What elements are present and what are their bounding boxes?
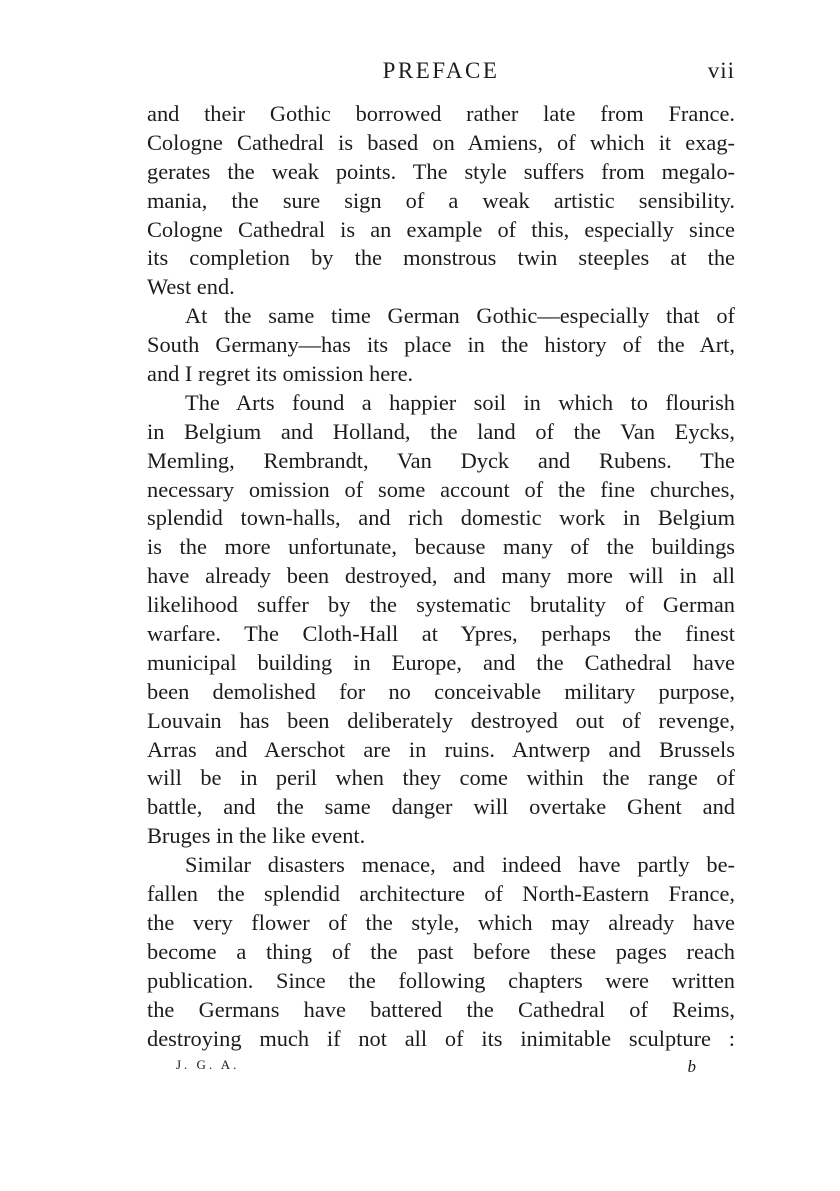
text-line: the Germans have battered the Cathedral of Reims, bbox=[147, 996, 735, 1022]
text-line: likelihood suffer by the systematic brutality of German bbox=[147, 592, 735, 618]
text-line: necessary omission of some account of the fine churches, bbox=[147, 476, 735, 502]
paragraph-start-line: The Arts found a happier soil in which to flourish bbox=[185, 389, 735, 415]
running-head bbox=[147, 58, 735, 88]
text-line: Arras and Aerschot are in ruins. Antwerp and Brussels bbox=[147, 736, 735, 762]
text-line: gerates the weak points. The style suffers from megalo- bbox=[147, 158, 735, 184]
text-line: Cologne Cathedral is an example of this, especially since bbox=[147, 216, 735, 242]
text-line: destroying much if not all of its inimitable sculpture : bbox=[147, 1025, 735, 1051]
text-line: splendid town-halls, and rich domestic work in Belgium bbox=[147, 505, 735, 531]
page-footer bbox=[176, 1057, 696, 1081]
text-line: and their Gothic borrowed rather late from France. bbox=[147, 101, 735, 126]
text-line: become a thing of the past before these pages reach bbox=[147, 938, 735, 964]
text-line: fallen the splendid architecture of North-Eastern France, bbox=[147, 881, 735, 907]
text-line: Bruges in the like event. bbox=[147, 823, 366, 849]
text-line: publication. Since the following chapters were written bbox=[147, 967, 735, 993]
text-line: West end. bbox=[147, 274, 235, 300]
text-line: mania, the sure sign of a weak artistic sensibility. bbox=[147, 187, 735, 213]
text-line: will be in peril when they come within the range of bbox=[147, 765, 735, 791]
body-text bbox=[147, 100, 735, 1053]
text-line: have already been destroyed, and many more will in all bbox=[147, 563, 735, 589]
text-line: been demolished for no conceivable military purpose, bbox=[147, 678, 735, 704]
text-line: in Belgium and Holland, the land of the Van Eycks, bbox=[147, 418, 735, 444]
text-line: is the more unfortunate, because many of the buildings bbox=[147, 534, 735, 560]
text-line: Cologne Cathedral is based on Amiens, of which it exag- bbox=[147, 129, 735, 155]
text-line: South Germany—has its place in the history of the Art, bbox=[147, 332, 735, 358]
sheet-signature-letter: b bbox=[687, 1057, 696, 1076]
text-line: municipal building in Europe, and the Cathedral have bbox=[147, 649, 735, 675]
text-line: warfare. The Cloth-Hall at Ypres, perhaps the finest bbox=[147, 621, 735, 647]
text-line: battle, and the same danger will overtake Ghent and bbox=[147, 794, 735, 820]
paragraph-start-line: At the same time German Gothic—especially that of bbox=[185, 303, 735, 329]
text-line: and I regret its omission here. bbox=[147, 361, 414, 387]
text-line: Louvain has been deliberately destroyed out of revenge, bbox=[147, 707, 735, 733]
page-number: vii bbox=[707, 58, 735, 83]
paragraph-start-line: Similar disasters menace, and indeed have partly be- bbox=[185, 852, 735, 878]
text-line: Memling, Rembrandt, Van Dyck and Rubens. The bbox=[147, 447, 735, 473]
signature-mark: J. G. A. bbox=[176, 1057, 240, 1072]
running-title: PREFACE bbox=[382, 58, 500, 83]
text-line: its completion by the monstrous twin steeples at the bbox=[147, 245, 735, 271]
text-line: the very flower of the style, which may already have bbox=[147, 909, 735, 935]
